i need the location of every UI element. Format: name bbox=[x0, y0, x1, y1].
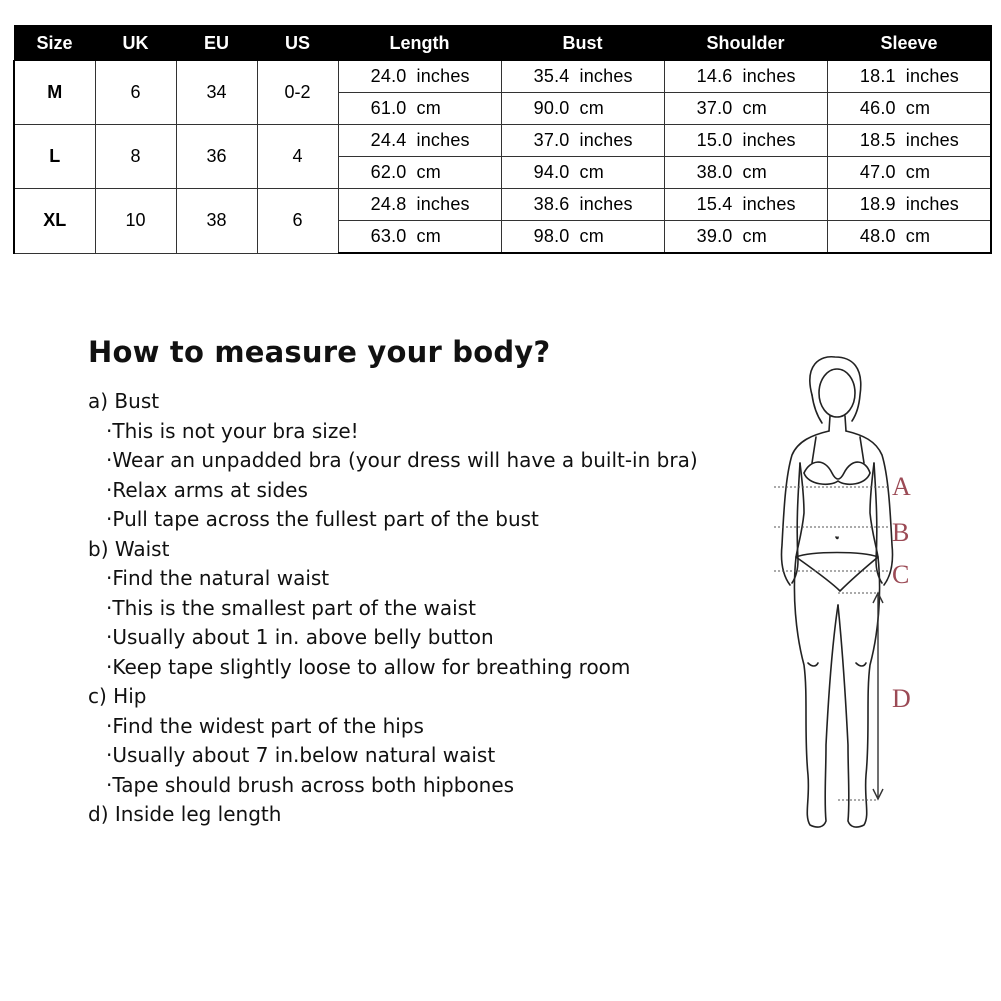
header-length: Length bbox=[338, 26, 501, 61]
header-us: US bbox=[257, 26, 338, 61]
bust-inches: 38.6 inches bbox=[501, 189, 664, 221]
list-item: ·Usually about 1 in. above belly button bbox=[106, 625, 494, 649]
length-cm: 63.0 cm bbox=[338, 221, 501, 254]
bust-cm: 94.0 cm bbox=[501, 157, 664, 189]
eu-value: 38 bbox=[176, 189, 257, 254]
table-row bbox=[14, 189, 991, 221]
sleeve-cm: 46.0 cm bbox=[827, 93, 991, 125]
uk-value: 8 bbox=[95, 125, 176, 189]
list-item: ·Pull tape across the fullest part of the bust bbox=[106, 507, 539, 531]
body-figure-icon bbox=[760, 345, 990, 845]
sleeve-cm: 48.0 cm bbox=[827, 221, 991, 254]
header-shoulder: Shoulder bbox=[664, 26, 827, 61]
size-value: XL bbox=[14, 189, 95, 254]
how-to-measure-section bbox=[88, 335, 728, 830]
shoulder-inches: 15.0 inches bbox=[664, 125, 827, 157]
us-value: 0-2 bbox=[257, 61, 338, 125]
length-cm: 62.0 cm bbox=[338, 157, 501, 189]
length-cm: 61.0 cm bbox=[338, 93, 501, 125]
bust-inches: 35.4 inches bbox=[501, 61, 664, 93]
length-inches: 24.0 inches bbox=[338, 61, 501, 93]
header-sleeve: Sleeve bbox=[827, 26, 991, 61]
list-item: ·Usually about 7 in.below natural waist bbox=[106, 743, 496, 767]
shoulder-cm: 39.0 cm bbox=[664, 221, 827, 254]
us-value: 4 bbox=[257, 125, 338, 189]
length-inches: 24.8 inches bbox=[338, 189, 501, 221]
length-inches: 24.4 inches bbox=[338, 125, 501, 157]
shoulder-cm: 37.0 cm bbox=[664, 93, 827, 125]
section-heading-bust: a) Bust bbox=[88, 389, 160, 413]
list-item: ·Tape should brush across both hipbones bbox=[106, 772, 515, 797]
size-value: L bbox=[14, 125, 95, 189]
shoulder-inches: 15.4 inches bbox=[664, 189, 827, 221]
section-heading-waist: b) Waist bbox=[88, 536, 170, 561]
list-item: ·This is the smallest part of the waist bbox=[106, 595, 476, 620]
label-d: D bbox=[892, 684, 911, 713]
sleeve-inches: 18.5 inches bbox=[827, 125, 991, 157]
header-bust: Bust bbox=[501, 26, 664, 61]
header-size: Size bbox=[14, 26, 95, 61]
shoulder-inches: 14.6 inches bbox=[664, 61, 827, 93]
table-row bbox=[14, 125, 991, 157]
measure-instructions-list bbox=[88, 387, 728, 830]
uk-value: 10 bbox=[95, 189, 176, 254]
size-chart-header-row bbox=[14, 26, 991, 61]
list-item: ·Relax arms at sides bbox=[106, 477, 308, 502]
body-measurement-figure bbox=[760, 345, 990, 845]
label-b: B bbox=[892, 518, 910, 547]
sleeve-cm: 47.0 cm bbox=[827, 157, 991, 189]
size-value: M bbox=[14, 61, 95, 125]
bust-inches: 37.0 inches bbox=[501, 125, 664, 157]
shoulder-cm: 38.0 cm bbox=[664, 157, 827, 189]
header-uk: UK bbox=[95, 26, 176, 61]
uk-value: 6 bbox=[95, 61, 176, 125]
bust-cm: 90.0 cm bbox=[501, 93, 664, 125]
table-row bbox=[14, 61, 991, 93]
bust-cm: 98.0 cm bbox=[501, 221, 664, 254]
section-heading-hip: c) Hip bbox=[88, 684, 147, 708]
list-item: ·Keep tape slightly loose to allow for breathing room bbox=[106, 654, 631, 679]
section-heading-inside-leg: d) Inside leg length bbox=[88, 802, 282, 826]
list-item: ·This is not your bra size! bbox=[106, 418, 359, 443]
label-a: A bbox=[892, 472, 911, 501]
sleeve-inches: 18.9 inches bbox=[827, 189, 991, 221]
how-to-measure-title: How to measure your body? bbox=[88, 335, 551, 369]
header-eu: EU bbox=[176, 26, 257, 61]
eu-value: 34 bbox=[176, 61, 257, 125]
label-c: C bbox=[892, 560, 910, 589]
list-item: ·Find the widest part of the hips bbox=[106, 713, 424, 738]
eu-value: 36 bbox=[176, 125, 257, 189]
list-item: ·Wear an unpadded bra (your dress will have a built-in bra) bbox=[106, 448, 698, 472]
sleeve-inches: 18.1 inches bbox=[827, 61, 991, 93]
size-chart-table bbox=[13, 25, 992, 254]
us-value: 6 bbox=[257, 189, 338, 254]
list-item: ·Find the natural waist bbox=[106, 566, 330, 590]
